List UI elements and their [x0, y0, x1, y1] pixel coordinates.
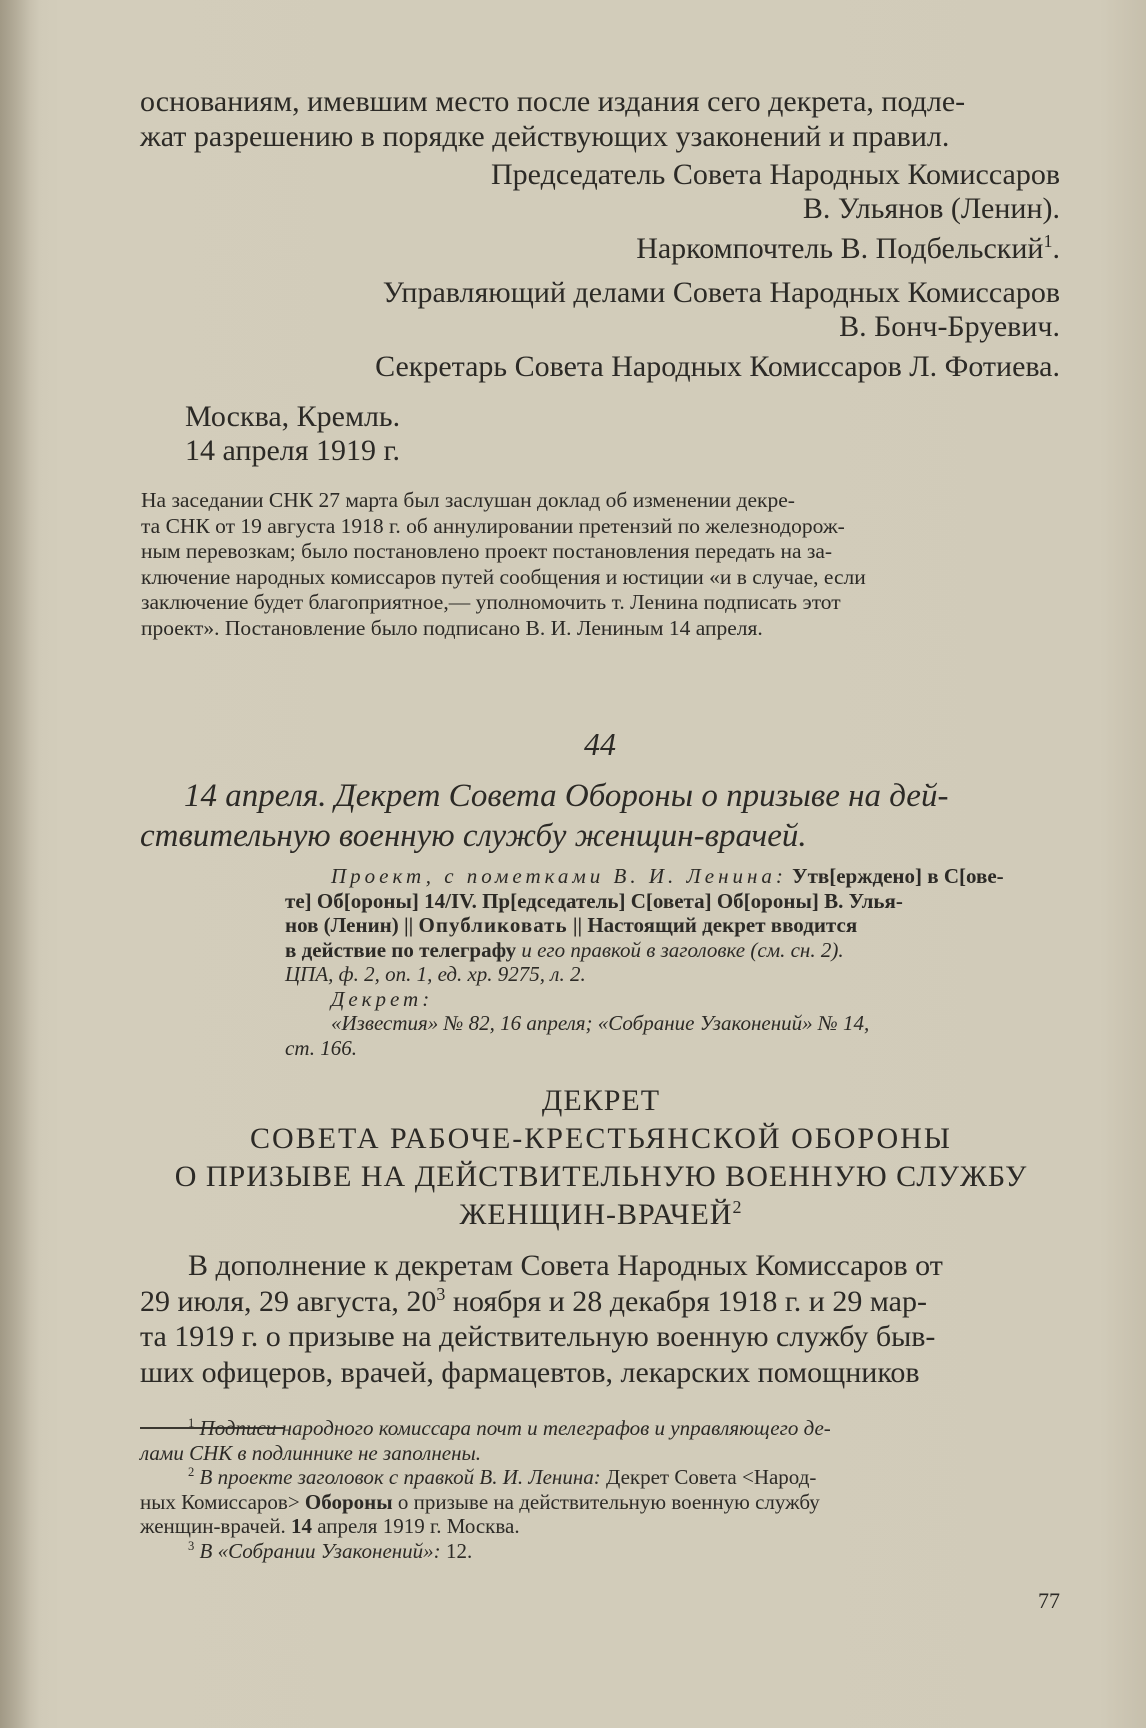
annotation: в действие по телеграфу — [285, 937, 517, 962]
footnote-3 — [140, 1539, 1062, 1564]
footnote-text: о призыве на действительную военную службу — [392, 1489, 820, 1514]
footnote-ref: 2 — [732, 1197, 743, 1217]
signature-title: Управляющий делами Совета Народных Комиссаров — [382, 276, 1060, 309]
footnote-line — [140, 1514, 1062, 1539]
title-line: ствительную военную службу женщин-врачей. — [140, 818, 807, 854]
document-number: 44 — [584, 726, 616, 762]
text-line: основаниям, имевшим место после издания сего декрета, подле- — [140, 85, 966, 118]
heading-line: ЖЕНЩИН-ВРАЧЕЙ — [459, 1198, 733, 1231]
signature-chairman — [140, 158, 1060, 226]
signature-name: В. Бонч-Бруевич. — [839, 310, 1060, 343]
heading-line: О ПРИЗЫВЕ НА ДЕЙСТВИТЕЛЬНУЮ ВОЕННУЮ СЛУЖБУ — [174, 1160, 1028, 1193]
footnote-text: В проекте заголовок с правкой В. И. Ленина: — [194, 1465, 601, 1489]
footnote-2 — [140, 1465, 1062, 1490]
document-title — [140, 776, 1062, 856]
footnote-text: Подписи народного комиссара почт и телеграфов и управляющего де- — [194, 1416, 831, 1440]
footnote-text: ных Комиссаров> — [140, 1489, 305, 1514]
source-line — [285, 913, 1062, 938]
footnote-text: женщин-врачей. — [140, 1514, 291, 1538]
decree-heading — [140, 1082, 1062, 1234]
annotation: || Настоящий декрет вводится — [567, 913, 858, 937]
editorial-note: и его правкой в заголовке (см. сн. 2). — [516, 937, 844, 962]
heading-line: СОВЕТА РАБОЧЕ-КРЕСТЬЯНСКОЙ ОБОРОНЫ — [250, 1122, 952, 1155]
footnote-mark: 1 — [188, 1416, 195, 1430]
text-line — [140, 1284, 1062, 1320]
date: 14 апреля 1919 г. — [185, 434, 400, 467]
signature-manager — [140, 276, 1060, 344]
signature-name: В. Ульянов (Ленин). — [802, 192, 1060, 225]
editorial-commentary — [141, 488, 1062, 641]
footnote-mark: 2 — [188, 1465, 195, 1479]
footnote-line — [140, 1490, 1062, 1515]
signature-secretary — [140, 350, 1060, 384]
text-part: 29 июля, 29 августа, 20 — [140, 1284, 437, 1318]
continued-paragraph — [140, 84, 1060, 154]
source-line — [285, 864, 1062, 889]
punctuation: . — [1052, 232, 1060, 265]
footnote-ref: 3 — [436, 1283, 446, 1304]
footnote-1 — [140, 1416, 1062, 1441]
footnote-text: В «Собрании Узаконений»: — [194, 1538, 441, 1563]
text-part: ноября и 28 декабря 1918 г. и 29 мар- — [445, 1284, 927, 1318]
signature-line: Наркомпочтель В. Подбельский — [636, 232, 1044, 265]
signature-line: Секретарь Совета Народных Комиссаров Л. Фотиева. — [375, 350, 1060, 383]
place: Москва, Кремль. — [185, 400, 401, 433]
source-label: Проект, с пометками В. И. Ленина: — [331, 864, 787, 888]
signature-title: Председатель Совета Народных Комиссаров — [491, 158, 1060, 191]
text-line: ключение народных комиссаров путей сообщения и юстиции «и в случае, если — [141, 564, 866, 589]
text-line: ным перевозкам; было постановлено проект постановления передать на за- — [141, 539, 833, 563]
source-line — [285, 938, 1062, 963]
signature-narkompochtel — [140, 232, 1060, 266]
heading-line: ДЕКРЕТ — [541, 1084, 661, 1117]
source-note — [285, 864, 1062, 1060]
text-line: На заседании СНК 27 марта был заслушан доклад об изменении декре- — [141, 488, 795, 512]
text-line: ших офицеров, врачей, фармацевтов, лекарских помощников — [140, 1355, 920, 1389]
place-date — [185, 400, 585, 468]
footnote-text: апреля 1919 г. Москва. — [311, 1514, 520, 1538]
footnote-text: Декрет Совета <Народ- — [600, 1465, 817, 1489]
footnote-ref: 1 — [1043, 231, 1053, 251]
footnote-text: 12. — [440, 1538, 473, 1563]
text-line: та 1919 г. о призыве на действительную военную службу быв- — [140, 1320, 936, 1353]
annotation: нов (Ленин) || — [285, 913, 419, 937]
annotation: Утв[ерждено] в С[ове- — [786, 864, 1004, 888]
decree-body — [140, 1248, 1062, 1390]
source-label: Декрет: — [331, 986, 434, 1011]
text-line: В дополнение к декретам Совета Народных Комиссаров от — [188, 1249, 943, 1282]
text-line: проект». Постановление было подписано В. И. Лениным 14 апреля. — [141, 615, 763, 640]
page-number: 77 — [1038, 1588, 1060, 1613]
annotation: те] Об[ороны] 14/IV. Пр[едседатель] С[овета] Об[ороны] В. Улья- — [285, 888, 903, 913]
footnote-text: 14 — [290, 1514, 312, 1538]
page-fold-shadow — [0, 0, 40, 1728]
text-line: жат разрешению в порядке действующих узаконений и правил. — [140, 120, 950, 153]
publication-reference: ст. 166. — [285, 1035, 357, 1060]
text-line: та СНК от 19 августа 1918 г. об аннулировании претензий по железнодорож- — [141, 513, 845, 538]
footnotes — [140, 1416, 1062, 1563]
text-line: заключение будет благоприятное,— уполномочить т. Ленина подписать этот — [141, 590, 841, 614]
archive-reference: ЦПА, ф. 2, оп. 1, ед. хр. 9275, л. 2. — [285, 962, 586, 986]
title-line: 14 апреля. Декрет Совета Обороны о призыве на дей- — [184, 778, 949, 814]
annotation-publish: Опубликовать — [418, 913, 568, 937]
footnote-mark: 3 — [188, 1538, 195, 1553]
footnote-text: Обороны — [304, 1489, 393, 1514]
publication-reference: «Известия» № 82, 16 апреля; «Собрание Узаконений» № 14, — [331, 1011, 870, 1035]
footnote-text: лами СНК в подлиннике не заполнены. — [140, 1440, 481, 1465]
